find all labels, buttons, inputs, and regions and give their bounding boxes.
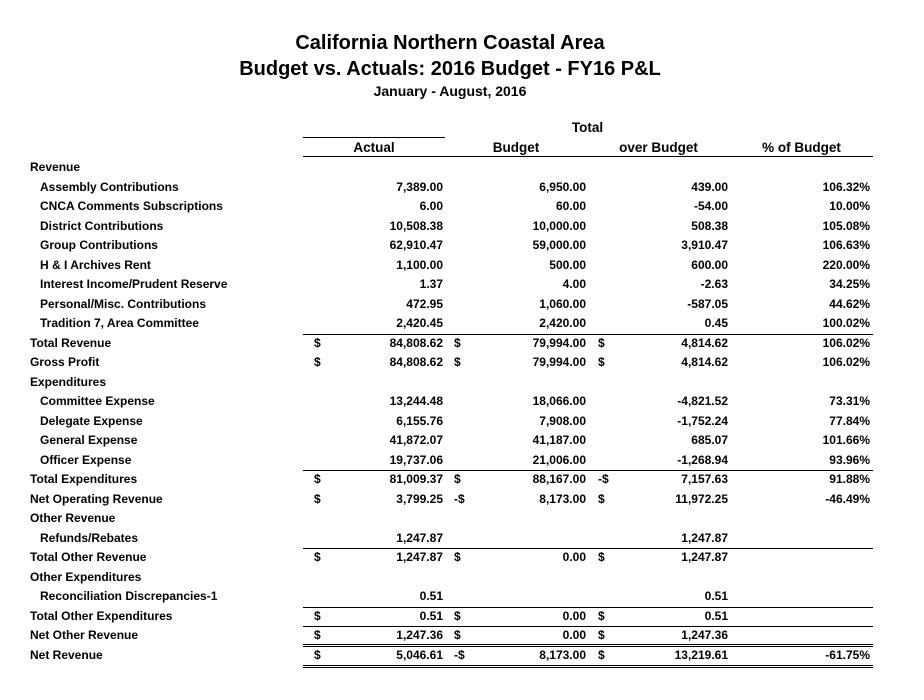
cell-actual: 41,872.07 (389, 433, 443, 448)
row-label: Other Expenditures (30, 569, 142, 584)
cell-over: 600.00 (691, 257, 728, 272)
total-rule (303, 470, 873, 471)
total-rule (303, 548, 873, 549)
column-header-budget: Budget (492, 140, 540, 155)
currency-symbol: $ (454, 355, 461, 370)
table-row (30, 550, 875, 569)
table-row (30, 472, 875, 491)
cell-over: 0.51 (704, 589, 728, 604)
cell-actual: 62,910.47 (389, 238, 443, 253)
report-period: January - August, 2016 (373, 83, 527, 99)
cell-pct: 44.62% (829, 296, 870, 311)
table-row (30, 414, 875, 433)
cell-pct: 106.63% (822, 238, 870, 253)
report-subtitle: Budget vs. Actuals: 2016 Budget - FY16 P&L (239, 58, 661, 80)
row-label: General Expense (40, 433, 138, 448)
table-row (30, 648, 875, 667)
currency-symbol: -$ (598, 472, 609, 487)
report-title: California Northern Coastal Area (295, 32, 605, 54)
table-row (30, 531, 875, 550)
cell-pct: 10.00% (829, 199, 870, 214)
cell-budget: 79,994.00 (532, 335, 586, 350)
cell-actual: 1,247.87 (396, 530, 443, 545)
cell-over: -54.00 (693, 199, 728, 214)
row-label: Committee Expense (40, 394, 155, 409)
column-header-rule (303, 156, 873, 157)
row-label: District Contributions (40, 218, 164, 233)
cell-pct: 101.66% (822, 433, 870, 448)
table-row (30, 160, 875, 179)
currency-symbol: $ (598, 335, 605, 350)
currency-symbol: $ (314, 648, 321, 662)
row-label: Refunds/Rebates (40, 530, 139, 545)
row-label: Personal/Misc. Contributions (40, 296, 207, 311)
total-rule-double (303, 644, 873, 645)
currency-symbol: $ (314, 608, 321, 623)
table-row (30, 589, 875, 608)
row-label: Net Other Revenue (30, 628, 139, 643)
cell-pct: 34.25% (829, 277, 870, 292)
cell-budget: 0.00 (562, 608, 586, 623)
cell-actual: 0.51 (419, 608, 443, 623)
cell-budget: 8,173.00 (539, 491, 586, 506)
table-row (30, 316, 875, 335)
table-row (30, 453, 875, 472)
row-label: Net Operating Revenue (30, 491, 163, 506)
cell-over: -587.05 (687, 296, 728, 311)
cell-actual: 7,389.00 (396, 179, 443, 194)
cell-over: 439.00 (691, 179, 728, 194)
currency-symbol: $ (454, 335, 461, 350)
currency-symbol: $ (454, 550, 461, 565)
cell-pct: 93.96% (829, 452, 870, 467)
cell-actual: 1.37 (419, 277, 443, 292)
currency-symbol: $ (598, 628, 605, 643)
currency-symbol: $ (454, 608, 461, 623)
currency-symbol: $ (314, 628, 321, 643)
cell-budget: 7,908.00 (539, 413, 586, 428)
cell-over: 3,910.47 (681, 238, 728, 253)
cell-budget: 41,187.00 (532, 433, 586, 448)
cell-actual: 6,155.76 (396, 413, 443, 428)
cell-over: 1,247.36 (681, 628, 728, 643)
row-label: Assembly Contributions (40, 179, 179, 194)
row-label: Tradition 7, Area Committee (40, 316, 199, 331)
cell-pct: 105.08% (822, 218, 870, 233)
cell-over: -1,752.24 (677, 413, 728, 428)
currency-symbol: $ (598, 355, 605, 370)
cell-actual: 5,046.61 (396, 648, 443, 662)
cell-actual: 6.00 (419, 199, 443, 214)
cell-actual: 1,247.36 (396, 628, 443, 643)
currency-symbol: -$ (454, 491, 465, 506)
cell-actual: 84,808.62 (389, 335, 443, 350)
table-row (30, 258, 875, 277)
cell-actual: 3,799.25 (396, 491, 443, 506)
table-row (30, 433, 875, 452)
table-row (30, 511, 875, 530)
table-row (30, 355, 875, 374)
table-row (30, 219, 875, 238)
row-label: Revenue (30, 160, 81, 174)
currency-symbol: $ (598, 608, 605, 623)
cell-budget: 88,167.00 (532, 472, 586, 487)
cell-actual: 1,100.00 (396, 257, 443, 272)
total-rule (303, 334, 873, 335)
cell-over: 508.38 (691, 218, 728, 233)
cell-pct: 100.02% (822, 316, 870, 331)
cell-budget: 0.00 (562, 550, 586, 565)
column-header-over-budget: over Budget (619, 140, 698, 155)
cell-budget: 18,066.00 (532, 394, 586, 409)
cell-actual: 10,508.38 (389, 218, 443, 233)
total-rule (303, 607, 873, 608)
row-label: Gross Profit (30, 355, 100, 370)
column-header-pct-of-budget: % of Budget (762, 140, 841, 155)
currency-symbol: $ (314, 472, 321, 487)
cell-budget: 21,006.00 (532, 452, 586, 467)
table-row (30, 375, 875, 394)
cell-pct: 77.84% (829, 413, 870, 428)
currency-symbol: $ (598, 648, 605, 662)
row-label: Total Other Expenditures (30, 608, 173, 623)
table-row (30, 570, 875, 589)
cell-over: 4,814.62 (681, 355, 728, 370)
cell-actual: 13,244.48 (389, 394, 443, 409)
currency-symbol: $ (454, 472, 461, 487)
cell-budget: 0.00 (562, 628, 586, 643)
row-label: Group Contributions (40, 238, 158, 253)
row-label: Expenditures (30, 374, 107, 389)
cell-pct: 91.88% (829, 472, 870, 487)
row-label: Officer Expense (40, 452, 132, 467)
currency-symbol: -$ (454, 648, 465, 662)
row-label: Total Other Revenue (30, 550, 147, 565)
table-row (30, 238, 875, 257)
cell-pct: 106.32% (822, 179, 870, 194)
cell-over: 13,219.61 (674, 648, 728, 662)
cell-budget: 2,420.00 (539, 316, 586, 331)
row-label: Delegate Expense (40, 413, 143, 428)
total-rule (303, 626, 873, 627)
cell-pct: -61.75% (825, 648, 870, 662)
table-row (30, 277, 875, 296)
currency-symbol: $ (314, 355, 321, 370)
table-row (30, 297, 875, 316)
cell-budget: 59,000.00 (532, 238, 586, 253)
cell-pct: 106.02% (822, 355, 870, 370)
column-group-header: Total (571, 120, 604, 135)
cell-pct: 106.02% (822, 335, 870, 350)
table-row (30, 492, 875, 511)
actual-header-top-rule (303, 137, 445, 138)
cell-budget: 1,060.00 (539, 296, 586, 311)
cell-over: 7,157.63 (681, 472, 728, 487)
row-label: Other Revenue (30, 511, 116, 526)
cell-over: 685.07 (691, 433, 728, 448)
row-label: Reconciliation Discrepancies-1 (40, 589, 218, 604)
table-row (30, 180, 875, 199)
cell-budget: 6,950.00 (539, 179, 586, 194)
row-label: H & I Archives Rent (40, 257, 151, 272)
cell-over: -2.63 (700, 277, 728, 292)
table-row (30, 199, 875, 218)
cell-budget: 10,000.00 (532, 218, 586, 233)
currency-symbol: $ (314, 491, 321, 506)
cell-over: 1,247.87 (681, 530, 728, 545)
total-rule (303, 646, 873, 647)
cell-over: 0.51 (704, 608, 728, 623)
row-label: Total Revenue (30, 335, 112, 350)
currency-symbol: $ (454, 628, 461, 643)
row-label: Interest Income/Prudent Reserve (40, 277, 228, 292)
column-header-actual: Actual (353, 140, 395, 155)
row-label: Total Expenditures (30, 472, 138, 487)
cell-budget: 79,994.00 (532, 355, 586, 370)
cell-actual: 1,247.87 (396, 550, 443, 565)
cell-pct: -46.49% (825, 491, 870, 506)
cell-budget: 500.00 (549, 257, 586, 272)
table-row (30, 394, 875, 413)
cell-actual: 84,808.62 (389, 355, 443, 370)
cell-over: 1,247.87 (681, 550, 728, 565)
cell-pct: 220.00% (822, 257, 870, 272)
row-label: CNCA Comments Subscriptions (40, 199, 223, 214)
cell-over: 0.45 (704, 316, 728, 331)
cell-over: 11,972.25 (675, 491, 728, 506)
currency-symbol: $ (314, 550, 321, 565)
cell-actual: 0.51 (419, 589, 443, 604)
cell-actual: 81,009.37 (389, 472, 443, 487)
currency-symbol: $ (314, 335, 321, 350)
table-row (30, 336, 875, 355)
cell-over: 4,814.62 (681, 335, 728, 350)
grand-total-bottom-rule-2 (303, 667, 873, 668)
cell-over: -1,268.94 (677, 452, 728, 467)
row-label: Net Revenue (30, 648, 103, 662)
cell-budget: 4.00 (562, 277, 586, 292)
cell-actual: 19,737.06 (389, 452, 443, 467)
currency-symbol: $ (598, 550, 605, 565)
cell-actual: 2,420.45 (396, 316, 443, 331)
cell-pct: 73.31% (829, 394, 870, 409)
grand-total-bottom-rule (303, 665, 873, 666)
cell-actual: 472.95 (406, 296, 443, 311)
cell-over: -4,821.52 (677, 394, 728, 409)
cell-budget: 60.00 (555, 199, 586, 214)
currency-symbol: $ (598, 491, 605, 506)
table-row (30, 609, 875, 628)
cell-budget: 8,173.00 (539, 648, 586, 662)
